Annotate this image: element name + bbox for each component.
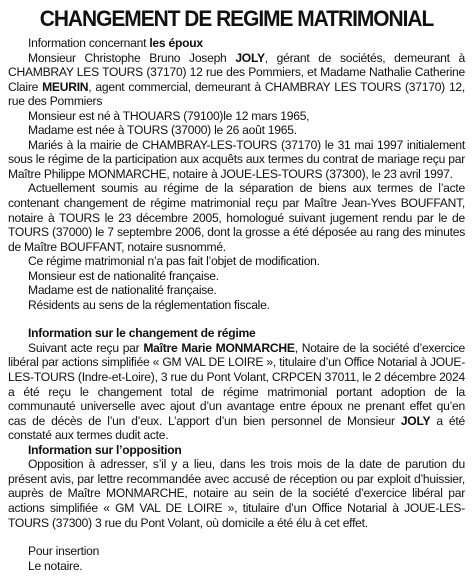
marriage-paragraph: Mariés à la mairie de CHAMBRAY-LES-TOURS (37170) le 31 mai 1997 initialement sous le régime de la participation aux acquêts aux termes du contrat de mariage reçu par Maître Philippe MONMARCHE, notaire à JOUE-LES-TOURS (37300), le 23 avril 1997.: [8, 137, 465, 181]
section-heading-opposition: Information sur l’opposition: [28, 442, 182, 457]
notice-title: CHANGEMENT DE REGIME MATRIMONIAL: [39, 6, 434, 31]
heading-bold: les époux: [149, 36, 203, 50]
spacer: [8, 312, 465, 326]
closing-line-2: Le notaire.: [28, 558, 83, 573]
husband-birth: Monsieur est né à THOUARS (79100)le 12 mars 1965,: [28, 108, 310, 123]
notary-name: Maître Marie MONMARCHE: [143, 340, 295, 355]
wife-nationality: Madame est de nationalité française.: [28, 283, 217, 298]
section-regime-change: [8, 326, 465, 442]
regime-change-paragraph: Suivant acte reçu par Maître Marie MONMARCHE, Notaire de la société d’exercice libéral par actions simplifiée « GM VAL DE LOIRE », titulaire d’un Office Notarial à JOUE-LES-TOURS (Indre-et-Loire), 3 rue du Pont Volant, CRPCEN 37011, le 2 décembre 2024 a été reçu le changement total de régime matrimonial portant adoption de la communauté universelle avec ajout d’un avantage entre époux ne prenant effet qu’en cas de décès de l’un d’eux. L’apport d’un bien personnel de Monsieur JOLY a été constaté aux termes dudit acte.: [8, 340, 465, 443]
no-modification: Ce régime matrimonial n’a pas fait l’objet de modification.: [28, 254, 320, 269]
closing-line-1: Pour insertion: [28, 544, 100, 559]
closing: [8, 544, 465, 573]
spacer: [8, 530, 465, 544]
section-heading-change: Information sur le changement de régime: [28, 326, 256, 341]
section-opposition: [8, 443, 465, 530]
husband-surname: JOLY: [235, 50, 265, 65]
section-heading-spouses: Information concernant les époux: [28, 36, 203, 50]
tax-residence: Résidents au sens de la réglementation fiscale.: [28, 297, 270, 312]
current-regime-paragraph: Actuellement soumis au régime de la séparation de biens aux termes de l’acte contenant changement de régime matrimonial reçu par Maître Jean-Yves BOUFFANT, notaire à TOURS le 23 décembre 2005, homologué suivant jugement rendu par le de TOURS (37000) le 7 septembre 2006, dont la grosse a été déposée au rang des minutes de Maître BOUFFANT, notaire susnommé.: [8, 181, 465, 254]
section-spouses: [8, 36, 465, 312]
husband-surname-2: JOLY: [400, 413, 431, 428]
opposition-paragraph: Opposition à adresser, s’il y a lieu, dans les trois mois de la date de parution du présent avis, par lettre recommandée avec accusé de réception ou par exploit d’huissier, auprès de Maître MONMARCHE, notaire au sein de la société d’exercice libéral par actions simplifiée « GM VAL DE LOIRE », titulaire d’un Office Notarial à JOUE-LES-TOURS (37300) 3 rue du Pont Volant, où domicile a été élu à cet effet.: [8, 457, 465, 530]
wife-surname: MEURIN: [42, 79, 89, 94]
wife-birth: Madame est née à TOURS (37000) le 26 août 1965.: [28, 123, 297, 138]
spouses-paragraph: Monsieur Christophe Bruno Joseph JOLY, gérant de sociétés, demeurant à CHAMBRAY LES TOURS (37170) 12 rue des Pommiers, et Madame Nathalie Catherine Claire MEURIN, agent commercial, demeurant à CHAMBRAY LES TOURS (37170) 12, rue des Pommiers: [8, 50, 466, 109]
husband-nationality: Monsieur est de nationalité française.: [28, 268, 219, 283]
